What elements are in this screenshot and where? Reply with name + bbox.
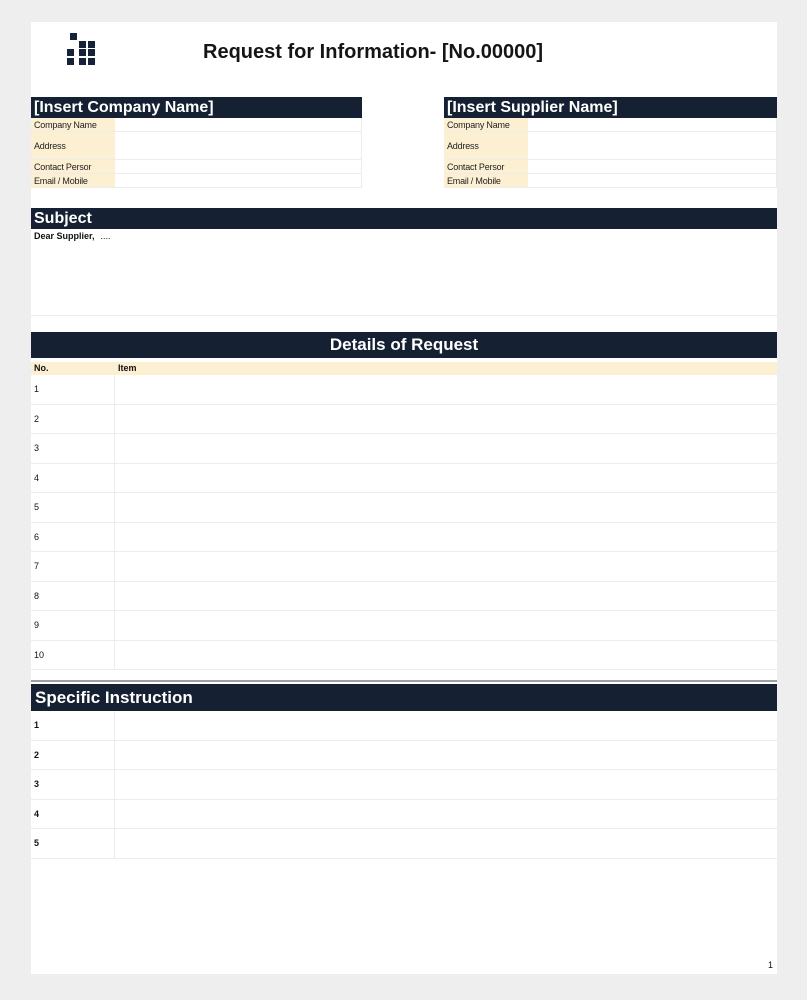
supplier-row-address: [444, 132, 777, 160]
supplier-label-contact: Contact Persor: [444, 160, 528, 173]
company-label-address: Address: [31, 132, 115, 159]
row-item-cell[interactable]: [115, 611, 777, 640]
company-email-field[interactable]: [115, 174, 362, 187]
row-item-cell[interactable]: [115, 375, 777, 404]
instructions-header: Specific Instruction: [31, 684, 777, 711]
instruction-cell[interactable]: [115, 741, 777, 770]
subject-text: ....: [100, 231, 111, 241]
instruction-cell[interactable]: [115, 800, 777, 829]
table-row: [31, 582, 777, 612]
instruction-number: 3: [31, 770, 115, 799]
supplier-row-contact: [444, 160, 777, 174]
table-row: [31, 523, 777, 553]
table-row: [31, 434, 777, 464]
company-name-field[interactable]: [115, 118, 362, 131]
details-table-header: [31, 362, 777, 375]
company-header: [Insert Company Name]: [31, 97, 362, 118]
supplier-row-email: [444, 174, 777, 188]
instruction-cell[interactable]: [115, 829, 777, 858]
supplier-contact-field[interactable]: [528, 160, 777, 173]
row-item-cell[interactable]: [115, 434, 777, 463]
row-item-cell[interactable]: [115, 464, 777, 493]
instruction-number: 4: [31, 800, 115, 829]
row-number: 2: [31, 405, 115, 434]
row-item-cell[interactable]: [115, 523, 777, 552]
company-row-address: [31, 132, 362, 160]
supplier-label-name: Company Name: [444, 118, 528, 131]
row-item-cell[interactable]: [115, 582, 777, 611]
supplier-email-field[interactable]: [528, 174, 777, 187]
company-label-email: Email / Mobile: [31, 174, 115, 187]
table-row: [31, 641, 777, 671]
instructions-table-body: [31, 711, 777, 859]
instruction-number: 2: [31, 741, 115, 770]
list-item: [31, 770, 777, 800]
row-number: 7: [31, 552, 115, 581]
table-row: [31, 493, 777, 523]
row-number: 8: [31, 582, 115, 611]
row-item-cell[interactable]: [115, 641, 777, 670]
company-row-email: [31, 174, 362, 188]
row-number: 5: [31, 493, 115, 522]
company-row-contact: [31, 160, 362, 174]
page-number: 1: [767, 960, 773, 970]
row-item-cell[interactable]: [115, 405, 777, 434]
supplier-name-field[interactable]: [528, 118, 777, 131]
supplier-label-address: Address: [444, 132, 528, 159]
table-row: [31, 405, 777, 435]
row-number: 1: [31, 375, 115, 404]
row-item-cell[interactable]: [115, 552, 777, 581]
company-address-field[interactable]: [115, 132, 362, 159]
subject-header: Subject: [31, 208, 777, 229]
table-row: [31, 611, 777, 641]
subject-body[interactable]: [31, 229, 777, 316]
supplier-header: [Insert Supplier Name]: [444, 97, 777, 118]
details-header: Details of Request: [31, 332, 777, 358]
supplier-info-grid: [444, 118, 777, 188]
column-header-no: No.: [34, 363, 49, 373]
list-item: [31, 711, 777, 741]
instruction-number: 1: [31, 711, 115, 740]
pixel-grid-logo-icon: [67, 33, 103, 69]
list-item: [31, 829, 777, 859]
company-label-name: Company Name: [31, 118, 115, 131]
column-header-item: Item: [118, 363, 137, 373]
supplier-label-email: Email / Mobile: [444, 174, 528, 187]
company-contact-field[interactable]: [115, 160, 362, 173]
instruction-cell[interactable]: [115, 711, 777, 740]
row-number: 3: [31, 434, 115, 463]
company-row-name: [31, 118, 362, 132]
row-number: 9: [31, 611, 115, 640]
table-row: [31, 552, 777, 582]
row-number: 10: [31, 641, 115, 670]
supplier-address-field[interactable]: [528, 132, 777, 159]
instruction-number: 5: [31, 829, 115, 858]
supplier-row-name: [444, 118, 777, 132]
row-item-cell[interactable]: [115, 493, 777, 522]
instruction-cell[interactable]: [115, 770, 777, 799]
table-row: [31, 464, 777, 494]
details-table-body: [31, 375, 777, 670]
row-number: 4: [31, 464, 115, 493]
row-number: 6: [31, 523, 115, 552]
company-label-contact: Contact Persor: [31, 160, 115, 173]
document-title: Request for Information- [No.00000]: [203, 41, 544, 63]
subject-greeting: Dear Supplier,: [34, 231, 95, 241]
document-page: [31, 22, 777, 974]
table-row: [31, 375, 777, 405]
company-info-grid: [31, 118, 362, 188]
section-divider: [31, 680, 777, 682]
list-item: [31, 800, 777, 830]
list-item: [31, 741, 777, 771]
